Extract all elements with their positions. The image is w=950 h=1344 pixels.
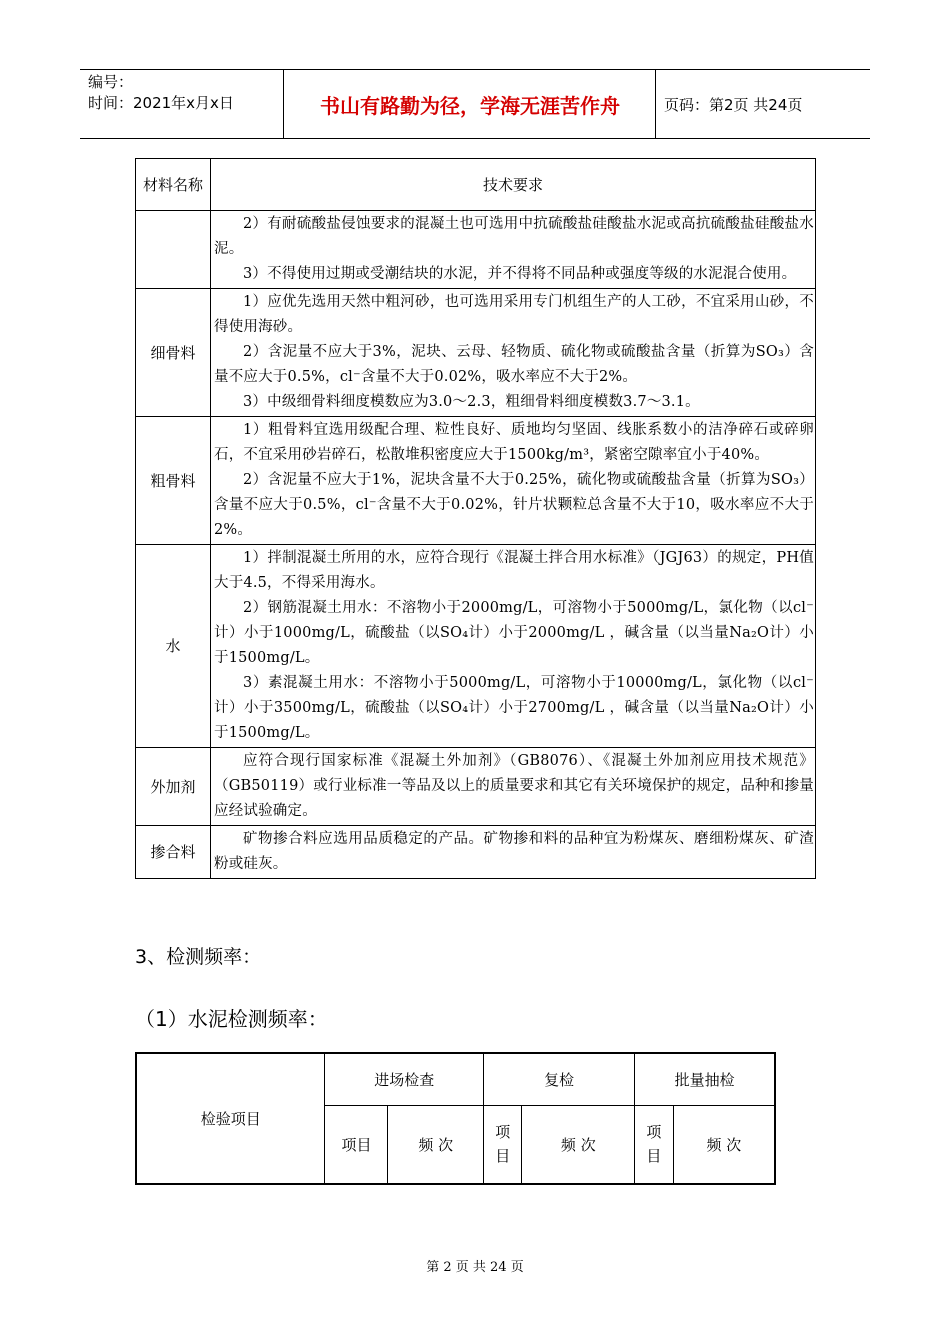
- requirement-text: 2）有耐硫酸盐侵蚀要求的混凝土也可选用中抗硫酸盐硅酸盐水泥或高抗硫酸盐硅酸盐水泥。: [214, 216, 814, 257]
- group-header-batch-sampling: 批量抽检: [635, 1053, 775, 1105]
- header-divider: [283, 70, 284, 138]
- requirement-text: 矿物掺合料应选用品质稳定的产品。矿物掺和料的品种宜为粉煤灰、磨细粉煤灰、矿渣粉或硅灰。: [214, 831, 814, 872]
- page-header: [80, 69, 870, 139]
- table-row: [136, 826, 816, 879]
- requirements-cell: [211, 748, 816, 826]
- header-divider: [655, 70, 656, 138]
- material-name: 粗骨料: [136, 417, 211, 545]
- col-technical-requirements: 技术要求: [211, 159, 816, 211]
- requirement-text: 1）拌制混凝土所用的水，应符合现行《混凝土拌合用水标准》（JGJ63）的规定，PH值大于4.5，不得采用海水。: [214, 550, 814, 591]
- table-row: [136, 211, 816, 289]
- requirements-cell: [211, 417, 816, 545]
- requirements-cell: [211, 289, 816, 417]
- sub-header-item: 项目: [635, 1105, 673, 1184]
- table-header-row: [136, 159, 816, 211]
- table-row: [136, 1053, 775, 1105]
- page-footer: 第 2 页 共 24 页: [426, 1260, 524, 1275]
- sub-header-item: 项目: [325, 1105, 388, 1184]
- group-header-entry-check: 进场检查: [325, 1053, 483, 1105]
- requirement-text: 2）含泥量不应大于1%，泥块含量不大于0.25%，硫化物或硫酸盐含量（折算为SO₃）含量不应大于0.5%，cl⁻含量不大于0.02%，针片状颗粒总含量不大于10，吸水率应不大于2%。: [214, 472, 814, 538]
- table-row: [136, 417, 816, 545]
- material-name: [136, 211, 211, 289]
- table-row: [136, 545, 816, 748]
- requirement-text: 1）粗骨料宜选用级配合理、粒性良好、质地均匀坚固、线胀系数小的洁净碎石或碎卵石，不宜采用砂岩碎石，松散堆积密度应大于1500kg/m³，紧密空隙率宜小于40%。: [214, 422, 814, 463]
- inspection-item-header: 检验项目: [136, 1053, 325, 1184]
- col-material-name: 材料名称: [136, 159, 211, 211]
- header-page-info: 页码：第2页 共24页: [664, 95, 803, 114]
- group-header-recheck: 复检: [483, 1053, 634, 1105]
- header-motto: 书山有路勤为径，学海无涯苦作舟: [320, 93, 620, 118]
- requirement-text: 应符合现行国家标准《混凝土外加剂》（GB8076）、《混凝土外加剂应用技术规范》（GB50119）或行业标准一等品及以上的质量要求和其它有关环境保护的规定，品种和掺量应经试验确定。: [214, 753, 814, 819]
- requirement-text: 2）含泥量不应大于3%，泥块、云母、轻物质、硫化物或硫酸盐含量（折算为SO₃）含量不应大于0.5%，cl⁻含量不大于0.02%，吸水率应不大于2%。: [214, 344, 814, 385]
- requirements-cell: [211, 211, 816, 289]
- requirement-text: 2）钢筋混凝土用水：不溶物小于2000mg/L，可溶物小于5000mg/L，氯化物（以cl⁻计）小于1000mg/L，硫酸盐（以SO₄计）小于2000mg/L ，碱含量（以当量Na₂O计）小于1500mg/L。: [214, 600, 814, 666]
- requirements-cell: [211, 826, 816, 879]
- sub-header-item: 项目: [483, 1105, 521, 1184]
- subsection-heading: （1）水泥检测频率：: [135, 1007, 328, 1031]
- sub-header-frequency: 频 次: [673, 1105, 775, 1184]
- sub-header-frequency: 频 次: [388, 1105, 484, 1184]
- requirements-cell: [211, 545, 816, 748]
- material-name: 细骨料: [136, 289, 211, 417]
- requirement-text: 3）中级细骨料细度模数应为3.0～2.3，粗细骨料细度模数3.7～3.1。: [243, 394, 700, 410]
- requirement-text: 3）素混凝土用水：不溶物小于5000mg/L，可溶物小于10000mg/L，氯化物（以cl⁻计）小于3500mg/L，硫酸盐（以SO₄计）小于2700mg/L ，碱含量（以当量Na₂O计）小于1500mg/L。: [214, 675, 814, 741]
- material-name: 外加剂: [136, 748, 211, 826]
- table-row: [136, 748, 816, 826]
- table-row: [136, 289, 816, 417]
- sub-header-frequency: 频 次: [522, 1105, 635, 1184]
- frequency-table: [135, 1052, 776, 1185]
- material-name: 掺合料: [136, 826, 211, 879]
- requirement-text: 1）应优先选用天然中粗河砂，也可选用采用专门机组生产的人工砂，不宜采用山砂，不得使用海砂。: [214, 294, 814, 335]
- material-name: 水: [136, 545, 211, 748]
- doc-code-label: 编号：: [88, 73, 134, 91]
- section-heading: 3、检测频率：: [135, 946, 262, 968]
- doc-time-label: 时间：2021年x月x日: [88, 94, 234, 112]
- header-meta: [88, 72, 234, 114]
- requirement-text: 3）不得使用过期或受潮结块的水泥，并不得将不同品种或强度等级的水泥混合使用。: [243, 266, 797, 282]
- materials-table: [135, 158, 816, 879]
